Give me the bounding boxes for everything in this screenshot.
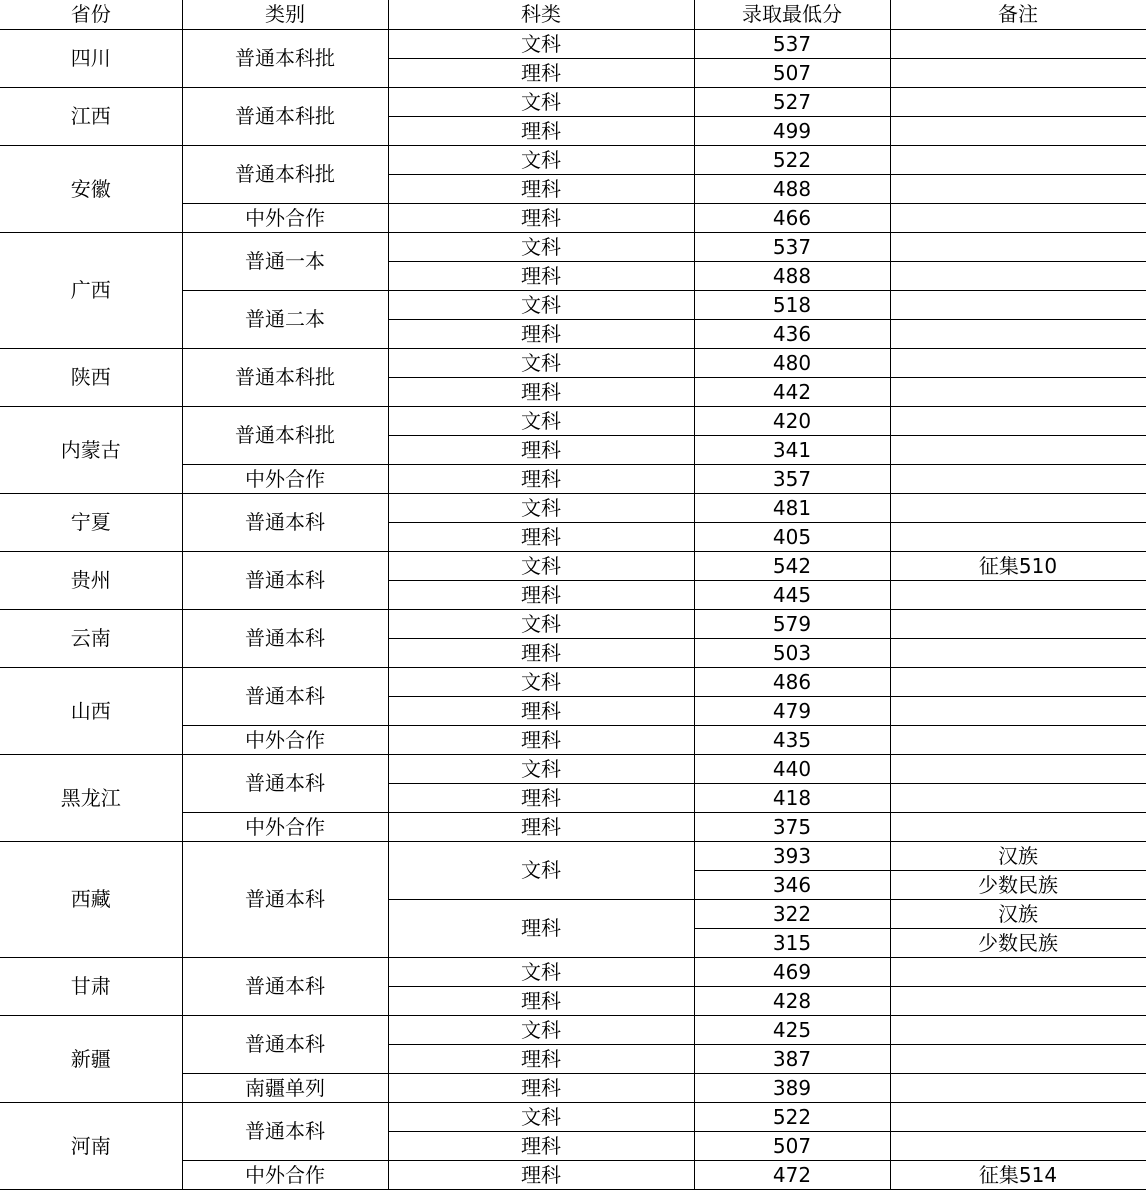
score-cell: 472: [694, 1160, 890, 1189]
remarks-cell: [890, 812, 1146, 841]
score-cell: 579: [694, 609, 890, 638]
table-row: [0, 493, 1146, 522]
remarks-cell: [890, 638, 1146, 667]
score-cell: 435: [694, 725, 890, 754]
province-cell: 西藏: [0, 841, 182, 957]
subject-cell: 文科: [388, 493, 694, 522]
score-cell: 442: [694, 377, 890, 406]
province-cell: 四川: [0, 29, 182, 87]
remarks-cell: [890, 986, 1146, 1015]
category-cell: 中外合作: [182, 725, 388, 754]
category-cell: 普通本科: [182, 493, 388, 551]
score-cell: 499: [694, 116, 890, 145]
header-row: [0, 0, 1146, 29]
score-cell: 420: [694, 406, 890, 435]
remarks-cell: [890, 145, 1146, 174]
table-row: [0, 841, 1146, 870]
table-row: [0, 406, 1146, 435]
score-cell: 486: [694, 667, 890, 696]
category-cell: 普通本科: [182, 1015, 388, 1073]
table-row: [0, 609, 1146, 638]
remarks-cell: [890, 783, 1146, 812]
category-cell: 普通本科批: [182, 406, 388, 464]
remarks-cell: [890, 464, 1146, 493]
province-cell: 黑龙江: [0, 754, 182, 841]
table-row: [0, 145, 1146, 174]
score-cell: 346: [694, 870, 890, 899]
header-category: 类别: [182, 0, 388, 29]
remarks-cell: [890, 435, 1146, 464]
subject-cell: 文科: [388, 754, 694, 783]
category-cell: 普通本科: [182, 957, 388, 1015]
header-subject: 科类: [388, 0, 694, 29]
remarks-cell: [890, 348, 1146, 377]
subject-cell: 理科: [388, 1131, 694, 1160]
table-row: [0, 754, 1146, 783]
subject-cell: 理科: [388, 725, 694, 754]
remarks-cell: 少数民族: [890, 928, 1146, 957]
score-cell: 480: [694, 348, 890, 377]
header-remarks: 备注: [890, 0, 1146, 29]
table-row: [0, 87, 1146, 116]
province-cell: 山西: [0, 667, 182, 754]
remarks-cell: [890, 754, 1146, 783]
score-cell: 488: [694, 174, 890, 203]
table-row: [0, 957, 1146, 986]
remarks-cell: [890, 1015, 1146, 1044]
remarks-cell: [890, 667, 1146, 696]
table-row: [0, 551, 1146, 580]
remarks-cell: [890, 58, 1146, 87]
category-cell: 中外合作: [182, 1160, 388, 1189]
score-cell: 481: [694, 493, 890, 522]
subject-cell: 文科: [388, 551, 694, 580]
score-cell: 428: [694, 986, 890, 1015]
score-cell: 518: [694, 290, 890, 319]
score-cell: 537: [694, 232, 890, 261]
remarks-cell: [890, 609, 1146, 638]
subject-cell: 理科: [388, 377, 694, 406]
score-cell: 425: [694, 1015, 890, 1044]
remarks-cell: [890, 232, 1146, 261]
province-cell: 安徽: [0, 145, 182, 232]
table-row: [0, 232, 1146, 261]
score-cell: 389: [694, 1073, 890, 1102]
table-row: [0, 348, 1146, 377]
subject-cell: 理科: [388, 261, 694, 290]
remarks-cell: [890, 1044, 1146, 1073]
subject-cell: 理科: [388, 319, 694, 348]
subject-cell: 文科: [388, 1015, 694, 1044]
score-cell: 436: [694, 319, 890, 348]
score-cell: 507: [694, 58, 890, 87]
score-cell: 469: [694, 957, 890, 986]
remarks-cell: 征集514: [890, 1160, 1146, 1189]
remarks-cell: [890, 493, 1146, 522]
category-cell: 普通本科批: [182, 29, 388, 87]
subject-cell: 理科: [388, 986, 694, 1015]
subject-cell: 文科: [388, 841, 694, 899]
table-row: [0, 1015, 1146, 1044]
category-cell: 普通本科: [182, 1102, 388, 1160]
category-cell: 普通本科: [182, 754, 388, 812]
subject-cell: 理科: [388, 435, 694, 464]
subject-cell: 文科: [388, 957, 694, 986]
score-cell: 445: [694, 580, 890, 609]
score-cell: 418: [694, 783, 890, 812]
score-cell: 527: [694, 87, 890, 116]
remarks-cell: 少数民族: [890, 870, 1146, 899]
province-cell: 贵州: [0, 551, 182, 609]
table-row: [0, 29, 1146, 58]
category-cell: 普通本科: [182, 841, 388, 957]
subject-cell: 理科: [388, 899, 694, 957]
score-cell: 357: [694, 464, 890, 493]
category-cell: 普通二本: [182, 290, 388, 348]
score-cell: 522: [694, 145, 890, 174]
subject-cell: 文科: [388, 609, 694, 638]
subject-cell: 理科: [388, 58, 694, 87]
score-cell: 488: [694, 261, 890, 290]
remarks-cell: [890, 1073, 1146, 1102]
province-cell: 内蒙古: [0, 406, 182, 493]
remarks-cell: [890, 1131, 1146, 1160]
remarks-cell: [890, 290, 1146, 319]
remarks-cell: [890, 696, 1146, 725]
score-cell: 315: [694, 928, 890, 957]
category-cell: 中外合作: [182, 203, 388, 232]
category-cell: 普通本科批: [182, 145, 388, 203]
subject-cell: 理科: [388, 1160, 694, 1189]
remarks-cell: [890, 725, 1146, 754]
remarks-cell: [890, 174, 1146, 203]
subject-cell: 理科: [388, 174, 694, 203]
province-cell: 云南: [0, 609, 182, 667]
province-cell: 江西: [0, 87, 182, 145]
table-row: [0, 667, 1146, 696]
remarks-cell: [890, 1102, 1146, 1131]
score-cell: 479: [694, 696, 890, 725]
province-cell: 陕西: [0, 348, 182, 406]
score-cell: 341: [694, 435, 890, 464]
score-cell: 537: [694, 29, 890, 58]
category-cell: 普通本科批: [182, 348, 388, 406]
subject-cell: 理科: [388, 812, 694, 841]
remarks-cell: [890, 319, 1146, 348]
category-cell: 普通本科: [182, 667, 388, 725]
subject-cell: 文科: [388, 29, 694, 58]
score-cell: 405: [694, 522, 890, 551]
header-province: 省份: [0, 0, 182, 29]
subject-cell: 理科: [388, 1044, 694, 1073]
score-cell: 522: [694, 1102, 890, 1131]
subject-cell: 理科: [388, 116, 694, 145]
province-cell: 河南: [0, 1102, 182, 1189]
score-cell: 466: [694, 203, 890, 232]
subject-cell: 理科: [388, 1073, 694, 1102]
score-cell: 503: [694, 638, 890, 667]
category-cell: 中外合作: [182, 812, 388, 841]
subject-cell: 文科: [388, 87, 694, 116]
header-min-score: 录取最低分: [694, 0, 890, 29]
remarks-cell: [890, 203, 1146, 232]
subject-cell: 理科: [388, 638, 694, 667]
remarks-cell: [890, 377, 1146, 406]
table-row: [0, 1102, 1146, 1131]
remarks-cell: [890, 116, 1146, 145]
province-cell: 广西: [0, 232, 182, 348]
score-cell: 375: [694, 812, 890, 841]
remarks-cell: [890, 406, 1146, 435]
category-cell: 普通本科: [182, 609, 388, 667]
subject-cell: 理科: [388, 464, 694, 493]
subject-cell: 理科: [388, 783, 694, 812]
remarks-cell: 征集510: [890, 551, 1146, 580]
score-cell: 322: [694, 899, 890, 928]
score-cell: 387: [694, 1044, 890, 1073]
category-cell: 普通本科批: [182, 87, 388, 145]
category-cell: 普通一本: [182, 232, 388, 290]
remarks-cell: [890, 522, 1146, 551]
subject-cell: 理科: [388, 580, 694, 609]
category-cell: 普通本科: [182, 551, 388, 609]
score-cell: 542: [694, 551, 890, 580]
remarks-cell: [890, 87, 1146, 116]
remarks-cell: [890, 580, 1146, 609]
subject-cell: 文科: [388, 348, 694, 377]
remarks-cell: 汉族: [890, 899, 1146, 928]
subject-cell: 文科: [388, 232, 694, 261]
remarks-cell: [890, 261, 1146, 290]
score-cell: 393: [694, 841, 890, 870]
subject-cell: 理科: [388, 522, 694, 551]
subject-cell: 文科: [388, 667, 694, 696]
subject-cell: 文科: [388, 290, 694, 319]
remarks-cell: [890, 957, 1146, 986]
province-cell: 宁夏: [0, 493, 182, 551]
subject-cell: 文科: [388, 145, 694, 174]
subject-cell: 理科: [388, 696, 694, 725]
score-cell: 507: [694, 1131, 890, 1160]
remarks-cell: 汉族: [890, 841, 1146, 870]
subject-cell: 文科: [388, 1102, 694, 1131]
score-cell: 440: [694, 754, 890, 783]
category-cell: 中外合作: [182, 464, 388, 493]
subject-cell: 理科: [388, 203, 694, 232]
subject-cell: 文科: [388, 406, 694, 435]
remarks-cell: [890, 29, 1146, 58]
province-cell: 新疆: [0, 1015, 182, 1102]
province-cell: 甘肃: [0, 957, 182, 1015]
category-cell: 南疆单列: [182, 1073, 388, 1102]
